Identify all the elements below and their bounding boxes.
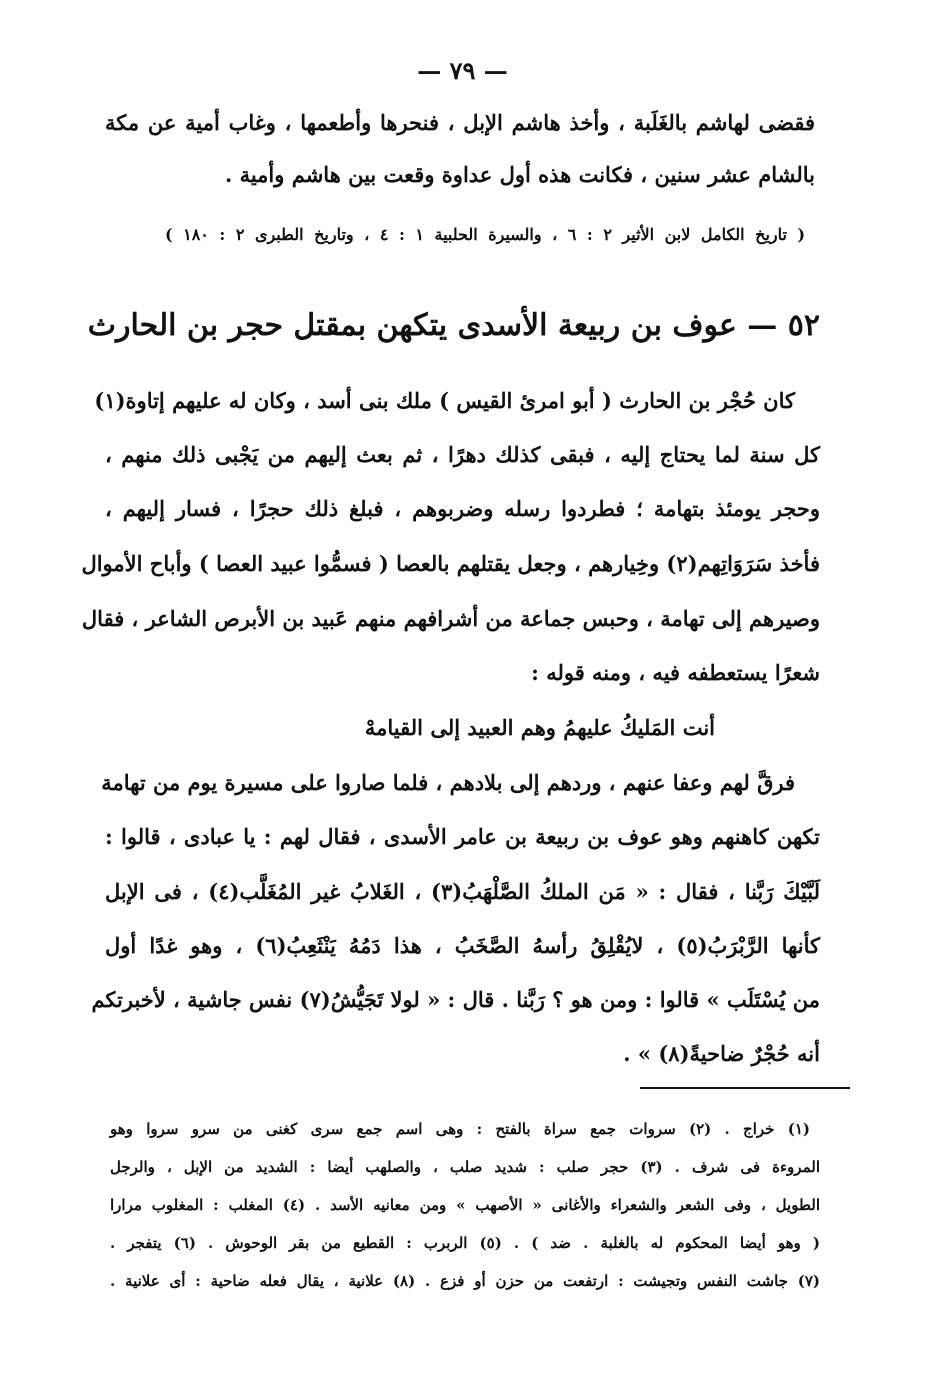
paragraph-line: فرقَّ لهم وعفا عنهم ، وردهم إلى بلادهم ، فلما صاروا على مسيرة يوم من تهامة [101, 770, 795, 795]
paragraph-line: وصيرهم إلى تهامة ، وحبس جماعة من أشرافهم منهم عَبيد بن الأبرص الشاعر ، فقال [81, 606, 820, 631]
footnote-line: (٧) جاشت النفس وتجيشت : ارتفعت من حزن أو فزع . (٨) علانية ، يقال فعله ضاحية : أى علانية . [110, 1272, 821, 1290]
poem-verse: أنت المَليكُ عليهمُ وهم العبيد إلى القيامهْ [364, 715, 715, 740]
source-citation: ( تاريخ الكامل لابن الأثير ٢ : ٦ ، والسيرة الحلبية ١ : ٤ ، وتاريخ الطبرى ٢ : ١٨٠ ) [165, 225, 806, 244]
paragraph-line: فأخذ سَرَوَاتِهم(٢) وخِيارهم ، وجعل يقتلهم بالعصا ( فسمُّوا عبيد العصا ) وأباح الأموال [81, 551, 820, 576]
footnote-line: (١) خراج . (٢) سروات جمع سراة بالفتح : وهى اسم جمع سرى كغنى من سرو سروا وهو [110, 1120, 810, 1138]
paragraph-line: لَبَّيْكَ رَبَّنا ، فقال : « مَن الملكُ الصَّلْهَبُ(٣) ، الغَلابُ غير المُغَلَّب(٤) ، فى الإبل [105, 879, 821, 904]
footnote-line: ( وهو أيضا المحكوم له بالغلبة . ضد ) . (٥) الربرب : القطيع من بقر الوحوش . (٦) يتفجر . [110, 1234, 820, 1252]
footnote-divider [640, 1087, 850, 1089]
intro-line: بالشام عشر سنين ، فكانت هذه أول عداوة وقعت بين هاشم وأمية . [224, 162, 815, 187]
footnote-line: المروءة فى شرف . (٣) حجر صلب : شديد صلب ، والصلهب أيضا : الشديد من الإبل ، والرجل [110, 1158, 820, 1176]
page-number: — ٧٩ — [417, 56, 508, 85]
paragraph-line: تكهن كاهنهم وهو عوف بن ربيعة بن عامر الأسدى ، فقال لهم : يا عبادى ، قالوا : [105, 824, 820, 849]
section-heading: ٥٢ — عوف بن ربيعة الأسدى يتكهن بمقتل حجر بن الحارث [87, 308, 820, 343]
paragraph-line: شعرًا يستعطفه فيه ، ومنه قوله : [531, 660, 820, 685]
paragraph-line: من يُسْتَلَب » قالوا : ومن هو ؟ رَبَّنا . قال : « لولا تَجَيُّشُ(٧) نفس جاشية ، لأخبرتكم [91, 987, 820, 1012]
paragraph-line: كأنها الرَّبْرَبُ(٥) ، لايُقْلِقُ رأسهُ الصَّخَبُ ، هذا دَمُهُ يَنْثَعِبُ(٦) ، وهو غدًا أول [105, 933, 820, 958]
intro-line: فقضى لهاشم بالغَلَبة ، وأخذ هاشم الإبل ، فنحرها وأطعمها ، وغاب أمية عن مكة [105, 110, 815, 135]
paragraph-line: أنه حُجْرٌ ضاحيةً(٨) » . [623, 1041, 820, 1066]
paragraph-line: كان حُجْر بن الحارث ( أبو امرئ القيس ) ملك بنى أسد ، وكان له عليهم إتاوة(١) [94, 388, 795, 413]
footnote-line: الطويل ، وفى الشعر والشعراء والأغانى « الأصهب » ومن معانيه الأسد . (٤) المغلب : المغلوب مرارا [110, 1196, 820, 1214]
paragraph-line: كل سنة لما يحتاج إليه ، فبقى كذلك دهرًا ، ثم بعث إليهم من يَجْبى ذلك منهم ، [105, 442, 820, 467]
paragraph-line: وحجر يومئذ بتهامة ؛ فطردوا رسله وضربوهم ، فبلغ ذلك حجرًا ، فسار إليهم ، [105, 496, 820, 521]
